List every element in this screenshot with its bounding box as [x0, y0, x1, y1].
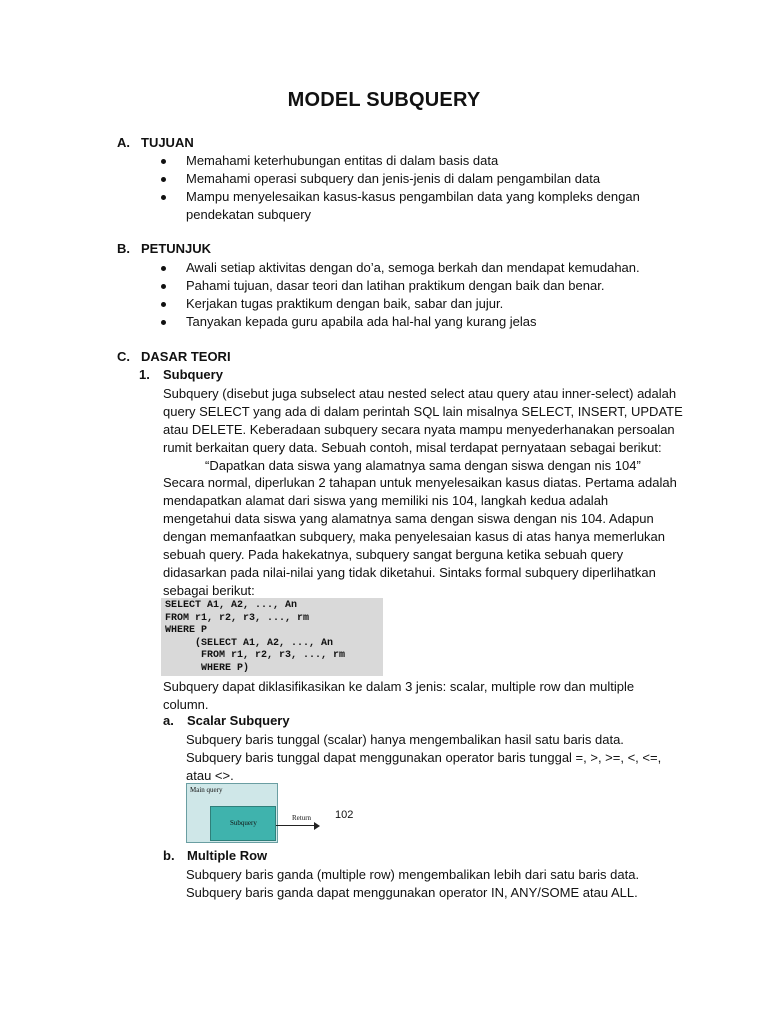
subquery-paragraph-3: Subquery dapat diklasifikasikan ke dalam 3 jenis: scalar, multiple row dan multiple column.	[163, 679, 635, 712]
bullet-icon	[161, 177, 166, 182]
section-b-heading	[117, 241, 211, 256]
list-item-continuation: pendekatan subquery	[186, 207, 312, 222]
subsection-b-heading	[163, 848, 267, 863]
subsection-b-letter: b.	[163, 848, 175, 863]
bullet-icon	[161, 195, 166, 200]
bullet-icon	[161, 284, 166, 289]
subsection-1-heading	[139, 367, 223, 382]
section-c-heading	[117, 349, 231, 364]
subsection-1-number: 1.	[139, 367, 150, 382]
list-item: Pahami tujuan, dasar teori dan latihan praktikum dengan baik dan benar.	[186, 277, 640, 295]
list-item: Tanyakan kepada guru apabila ada hal-hal yang kurang jelas	[186, 313, 640, 331]
section-b-letter: B.	[117, 241, 130, 256]
sql-syntax-code-block	[161, 598, 383, 676]
section-b-title: PETUNJUK	[141, 241, 212, 256]
list-item: Mampu menyelesaikan kasus-kasus pengambilan data yang kompleks dengan	[186, 188, 640, 206]
subquery-paragraph-2: Secara normal, diperlukan 2 tahapan untuk menyelesaikan kasus diatas. Pertama adalah mendapatkan alamat dari siswa yang memiliki nis 104, langkah kedua adalah mengetahui data siswa yang alamatnya sama dengan siswa dengan nis 104. Adapun dengan memanfaatkan subquery, maka penyelesaian kasus di atas hanya memerlukan sebuah query. Pada hakekatnya, subquery sangat berguna ketika sebuah query didasarkan pada nilai-nilai yang tidak diketahui. Sintaks formal subquery diperlihatkan sebagai berikut:	[163, 475, 677, 598]
bullet-icon	[161, 266, 166, 271]
return-label: Return	[292, 814, 312, 822]
bullet-icon	[161, 159, 166, 164]
list-item: Awali setiap aktivitas dengan do’a, semoga berkah dan mendapat kemudahan.	[186, 259, 640, 277]
section-c-letter: C.	[117, 349, 130, 364]
code-line: FROM r1, r2, r3, ..., rm	[165, 612, 310, 624]
example-quote: “Dapatkan data siswa yang alamatnya sama dengan siswa dengan nis 104”	[205, 458, 641, 473]
multiple-row-text: Subquery baris ganda (multiple row) mengembalikan lebih dari satu baris data. Subquery baris ganda dapat menggunakan operator IN, ANY/SOME atau ALL.	[186, 867, 640, 900]
list-item: Kerjakan tugas praktikum dengan baik, sabar dan jujur.	[186, 295, 640, 313]
code-line: WHERE P)	[165, 662, 250, 674]
bullet-icon	[161, 302, 166, 307]
subsection-a-title: Scalar Subquery	[187, 713, 290, 728]
section-a-letter: A.	[117, 135, 130, 150]
code-line: FROM r1, r2, r3, ..., rm	[165, 650, 346, 662]
subsection-a-heading	[163, 713, 290, 728]
code-line: WHERE P	[165, 625, 208, 637]
scalar-subquery-diagram	[186, 783, 356, 843]
page-title: MODEL SUBQUERY	[287, 89, 481, 111]
scalar-subquery-text: Subquery baris tunggal (scalar) hanya mengembalikan hasil satu baris data. Subquery baris tunggal dapat menggunakan operator baris tunggal =, >, >=, <, <=, atau <>.	[186, 732, 662, 783]
arrow-right-icon	[314, 822, 320, 830]
section-c-title: DASAR TEORI	[141, 349, 231, 364]
section-a-title: TUJUAN	[141, 135, 194, 150]
section-a-heading	[117, 135, 194, 150]
subquery-paragraph-1: Subquery (disebut juga subselect atau nested select atau query atau inner-select) adalah query SELECT yang ada di dalam perintah SQL lain misalnya SELECT, INSERT, UPDATE atau DELETE. Keberadaan subquery secara nyata mampu menyederhanakan persoalan rumit berkaitan query data. Sebuah contoh, misal terdapat pernyataan sebagai berikut:	[163, 386, 683, 455]
section-b-list	[186, 259, 640, 331]
code-line: (SELECT A1, A2, ..., An	[165, 637, 334, 649]
subquery-label: Subquery	[230, 819, 257, 827]
main-query-label: Main query	[190, 786, 223, 794]
subsection-1-title: Subquery	[163, 367, 223, 382]
list-item: Memahami keterhubungan entitas di dalam basis data	[186, 152, 640, 170]
subsection-a-letter: a.	[163, 713, 174, 728]
section-a-list	[186, 152, 640, 224]
return-arrow-line	[276, 825, 318, 826]
list-item: Memahami operasi subquery dan jenis-jenis di dalam pengambilan data	[186, 170, 640, 188]
subsection-b-title: Multiple Row	[187, 848, 268, 863]
bullet-icon	[161, 320, 166, 325]
code-line: SELECT A1, A2, ..., An	[165, 600, 298, 611]
return-value: 102	[335, 809, 354, 821]
